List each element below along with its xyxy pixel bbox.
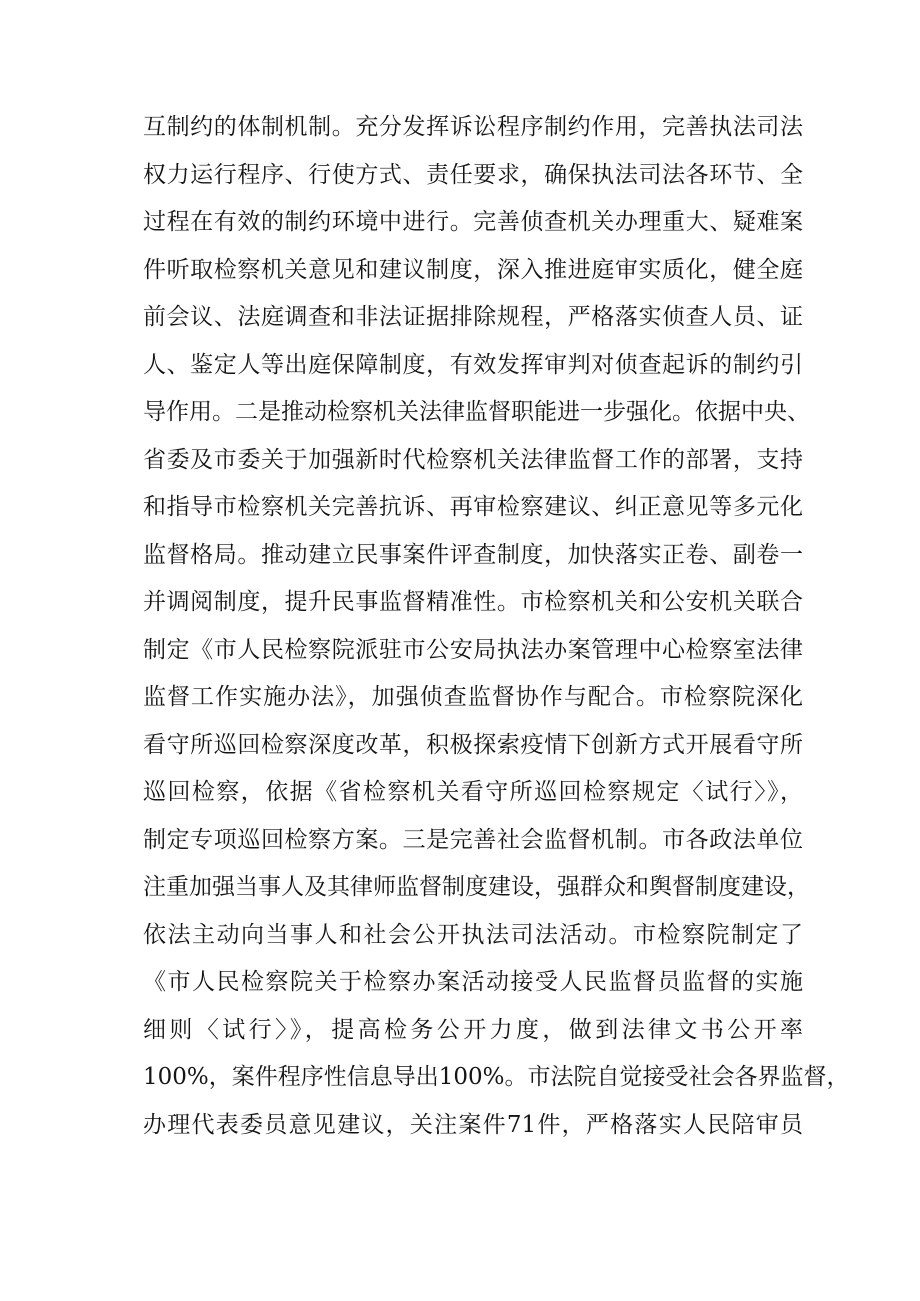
text-line: 并调阅制度，提升民事监督精准性。市检察机关和公安机关联合: [143, 589, 803, 615]
text-line: 过程在有效的制约环境中进行。完善侦查机关办理重大、疑难案: [143, 209, 803, 235]
text-line: 依法主动向当事人和社会公开执法司法活动。市检察院制定了: [143, 921, 803, 948]
text-line: 办理代表委员意见建议，关注案件71件，严格落实人民陪审员: [143, 1111, 803, 1138]
text-line: 看守所巡回检察深度改革，积极探索疫情下创新方式开展看守所: [143, 731, 803, 758]
text-line: 件听取检察机关意见和建议制度，深入推进庭审实质化，健全庭: [143, 256, 803, 283]
text-line: 前会议、法庭调查和非法证据排除规程，严格落实侦查人员、证: [143, 304, 803, 330]
text-line: 和指导市检察机关完善抗诉、再审检察建议、纠正意见等多元化: [143, 494, 803, 520]
text-line: 巡回检察，依据《省检察机关看守所巡回检察规定〈试行〉》，: [143, 779, 803, 805]
text-line: 制定《市人民检察院派驻市公安局执法办案管理中心检察室法律: [143, 636, 803, 663]
text-line: 互制约的体制机制。充分发挥诉讼程序制约作用，完善执法司法: [143, 114, 803, 140]
text-line: 权力运行程序、行使方式、责任要求，确保执法司法各环节、全: [143, 161, 803, 188]
text-line: 省委及市委关于加强新时代检察机关法律监督工作的部署，支持: [143, 446, 803, 473]
text-line: 细则〈试行〉》，提高检务公开力度，做到法律文书公开率: [143, 1016, 803, 1043]
text-line: 100%，案件程序性信息导出100%。市法院自觉接受社会各界监督，: [143, 1064, 850, 1090]
text-line: 监督格局。推动建立民事案件评查制度，加快落实正卷、副卷一: [143, 541, 803, 568]
text-line: 注重加强当事人及其律师监督制度建设，强群众和舆督制度建设，: [143, 874, 810, 900]
text-line: 监督工作实施办法》，加强侦查监督协作与配合。市检察院深化: [143, 684, 803, 710]
text-line: 导作用。二是推动检察机关法律监督职能进一步强化。依据中央、: [143, 399, 810, 425]
text-line: 人、鉴定人等出庭保障制度，有效发挥审判对侦查起诉的制约引: [143, 351, 803, 378]
text-line: 制定专项巡回检察方案。三是完善社会监督机制。市各政法单位: [143, 826, 803, 853]
body-paragraph: [143, 104, 850, 1149]
text-line: 《市人民检察院关于检察办案活动接受人民监督员监督的实施: [143, 969, 803, 995]
